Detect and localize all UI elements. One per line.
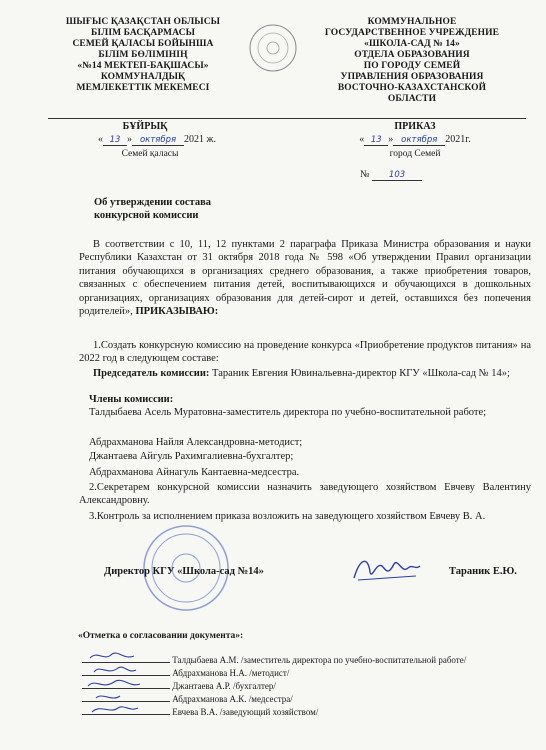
title-line: Об утверждении состава [94,197,212,208]
quote-open: « [98,134,104,145]
signature-title: Директор КГУ «Школа-сад №14» [104,566,264,577]
city-kz: Семей қаласы [121,149,179,159]
header-left-line: БІЛІМ БАСҚАРМАСЫ [90,28,195,38]
approval-title: «Отметка о согласовании документа»: [78,631,244,641]
header-right-line: ВОСТОЧНО-КАЗАХСТАНСКОЙ [337,83,487,93]
chair-line [79,367,531,380]
city-ru: город Семей [389,149,441,159]
header-right-line: УПРАВЛЕНИЯ ОБРАЗОВАНИЯ [340,72,484,82]
date-year: 2021 ж. [184,134,216,145]
member-3: Джантаева Айгуль Рахимгалиевна-бухгалтер; [89,451,294,462]
date-year: 2021г. [445,134,471,145]
state-emblem-icon [247,22,299,74]
quote-close: » [127,134,133,145]
header-right-line: ОБЛАСТИ [387,94,437,104]
date-month-handwritten: октября [393,135,445,146]
order-word: ПРИКАЗЫВАЮ: [135,306,219,318]
header-right-line: ОТДЕЛА ОБРАЗОВАНИЯ [354,50,470,60]
header-divider [48,118,526,119]
order-label-kz: БҰЙРЫҚ [122,121,168,132]
header-right-line: ПО ГОРОДУ СЕМЕЙ [363,61,461,71]
number-handwritten: 103 [372,170,422,181]
date-day-handwritten: 13 [364,135,388,146]
header-left-kz [38,17,248,94]
date-month-handwritten: октября [132,135,184,146]
intro-text: В соответствии с 10, 11, 12 пунктами 2 параграфа Приказа Министра образования и науки Республики Казахстан от 31 октября 2018 года № 598 «Об утверждении Правил организации питания обучающихся в организациях среднего образования, а также приобретения товаров, связанных с обеспечением питания детей, воспитывающихся и обучающихся в дошкольных организациях, организациях образования для детей-сирот и детей, оставшихся без попечения родителей», [79,239,531,318]
order-label-ru: ПРИКАЗ [394,121,436,132]
chair-text: Тараник Евгения Ювинальевна-директор КГУ «Школа-сад № 14»; [212,368,510,379]
order-date-kz [82,134,232,146]
document-title [94,196,294,222]
order-date-ru [340,134,490,146]
header-left-line: СЕМЕЙ ҚАЛАСЫ БОЙЫНША [72,39,214,49]
header-left-line: МЕМЛЕКЕТТІК МЕКЕМЕСІ [76,83,210,93]
intro-paragraph [79,238,531,318]
header-right-line: ГОСУДАРСТВЕННОЕ УЧРЕЖДЕНИЕ [324,28,500,38]
quote-close: » [388,134,394,145]
header-left-line: ШЫҒЫС ҚАЗАҚСТАН ОБЛЫСЫ [65,17,221,27]
approval-row: Джантаева А.Р. /бухгалтер/ [82,680,532,693]
item-1: 1.Создать конкурсную комиссию на проведение конкурса «Приобретение продуктов питания» на 2022 год в следующем составе: [79,340,531,365]
title-line: конкурсной комиссии [94,210,199,221]
item-3: 3.Контроль за исполнением приказа возложить на заведующего хозяйством Евчеву В. А. [89,511,486,522]
approval-signatures-icon [84,648,174,718]
chair-label: Председатель комиссии: [93,368,210,379]
number-label: № [360,169,370,180]
approval-row: Абдрахманова Н.А. /методист/ [82,667,532,680]
date-day-handwritten: 13 [103,135,127,146]
quote-open: « [359,134,365,145]
handwritten-signature-icon [350,552,424,586]
signature-name: Тараник Е.Ю. [449,566,517,577]
approval-row: Талдыбаева А.М. /заместитель директора по учебно-воспитательной работе/ [82,654,532,667]
header-left-line: «№14 МЕКТЕП-БАҚШАСЫ» [77,61,209,71]
header-right-ru [300,17,524,105]
member-2: Абдрахманова Найля Александровна-методист; [89,437,303,448]
header-right-line: КОММУНАЛЬНОЕ [367,17,457,27]
order-number [360,169,450,181]
item-2: 2.Секретарем конкурсной комиссии назначить заведующего хозяйством Евчеву Валентину Александровну. [79,482,531,507]
header-left-line: БІЛІМ БӨЛІМІНІҢ [98,50,188,60]
approval-row: Абдрахманова А.К. /медсестра/ [82,693,532,706]
members-label: Члены комиссии: [89,394,174,405]
member-1: Талдыбаева Асель Муратовна-заместитель директора по учебно-воспитательной работе; [89,407,487,418]
header-left-line: КОММУНАЛДЫҚ [100,72,186,82]
header-right-line: «ШКОЛА-САД № 14» [364,39,460,49]
approval-row: Евчева В.А. /заведующий хозяйством/ [82,706,532,719]
member-4: Абдрахманова Айнагуль Кантаевна-медсестра. [89,467,300,478]
